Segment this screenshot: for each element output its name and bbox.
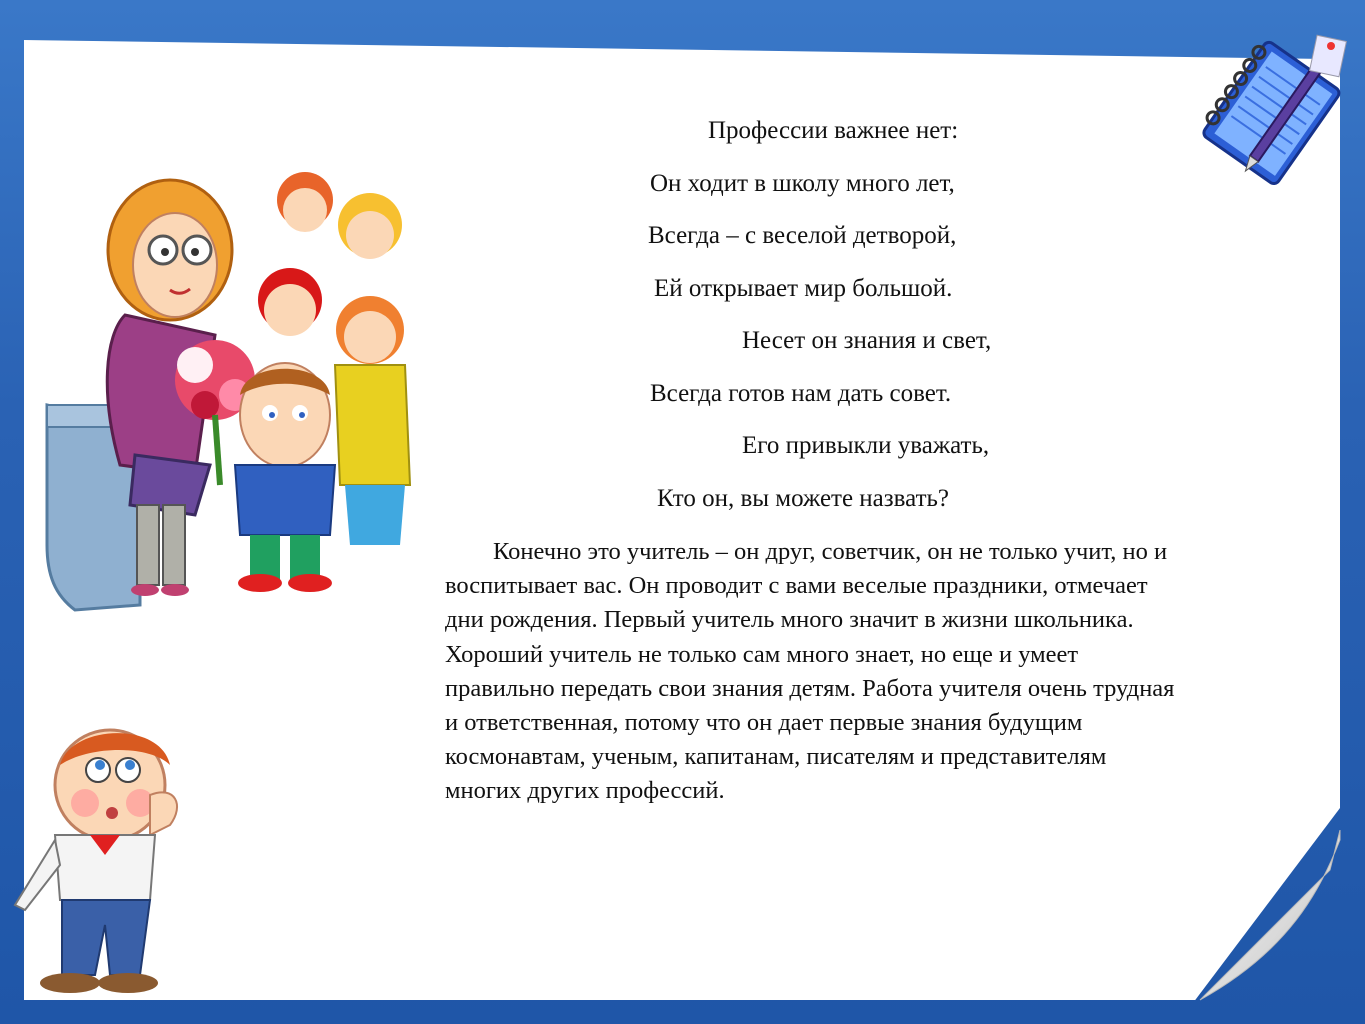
- poem-line-5: Несет он знания и свет,: [742, 327, 992, 354]
- poem-line-4: Ей открывает мир большой.: [654, 275, 953, 302]
- poem-line-1: Профессии важнее нет:: [708, 117, 959, 144]
- notebook-pen-icon: [1185, 30, 1355, 200]
- poem: [440, 112, 1180, 532]
- description-paragraph: Конечно это учитель – он друг, советчик, он не только учит, но и воспитывает вас. Он проводит с вами веселые праздники, отмечает дни рождения. Первый учитель много значит в жизни школьника. Хороший учитель не только сам много знает, но еще и умеет правильно передать свои знания детям. Работа учителя очень трудная и ответственная, потому что он дает первые знания будущим космонавтам, ученым, капитанам, писателям и представителям многих других профессий.: [445, 538, 1175, 805]
- teacher-with-children-illustration: [45, 165, 435, 615]
- poem-line-2: Он ходит в школу много лет,: [650, 170, 955, 197]
- thinking-boy-illustration: [0, 725, 200, 1005]
- poem-line-7: Его привыкли уважать,: [742, 432, 990, 459]
- poem-line-6: Всегда готов нам дать совет.: [650, 380, 952, 407]
- poem-line-3: Всегда – с веселой детворой,: [648, 222, 957, 249]
- poem-line-8: Кто он, вы можете назвать?: [657, 485, 950, 512]
